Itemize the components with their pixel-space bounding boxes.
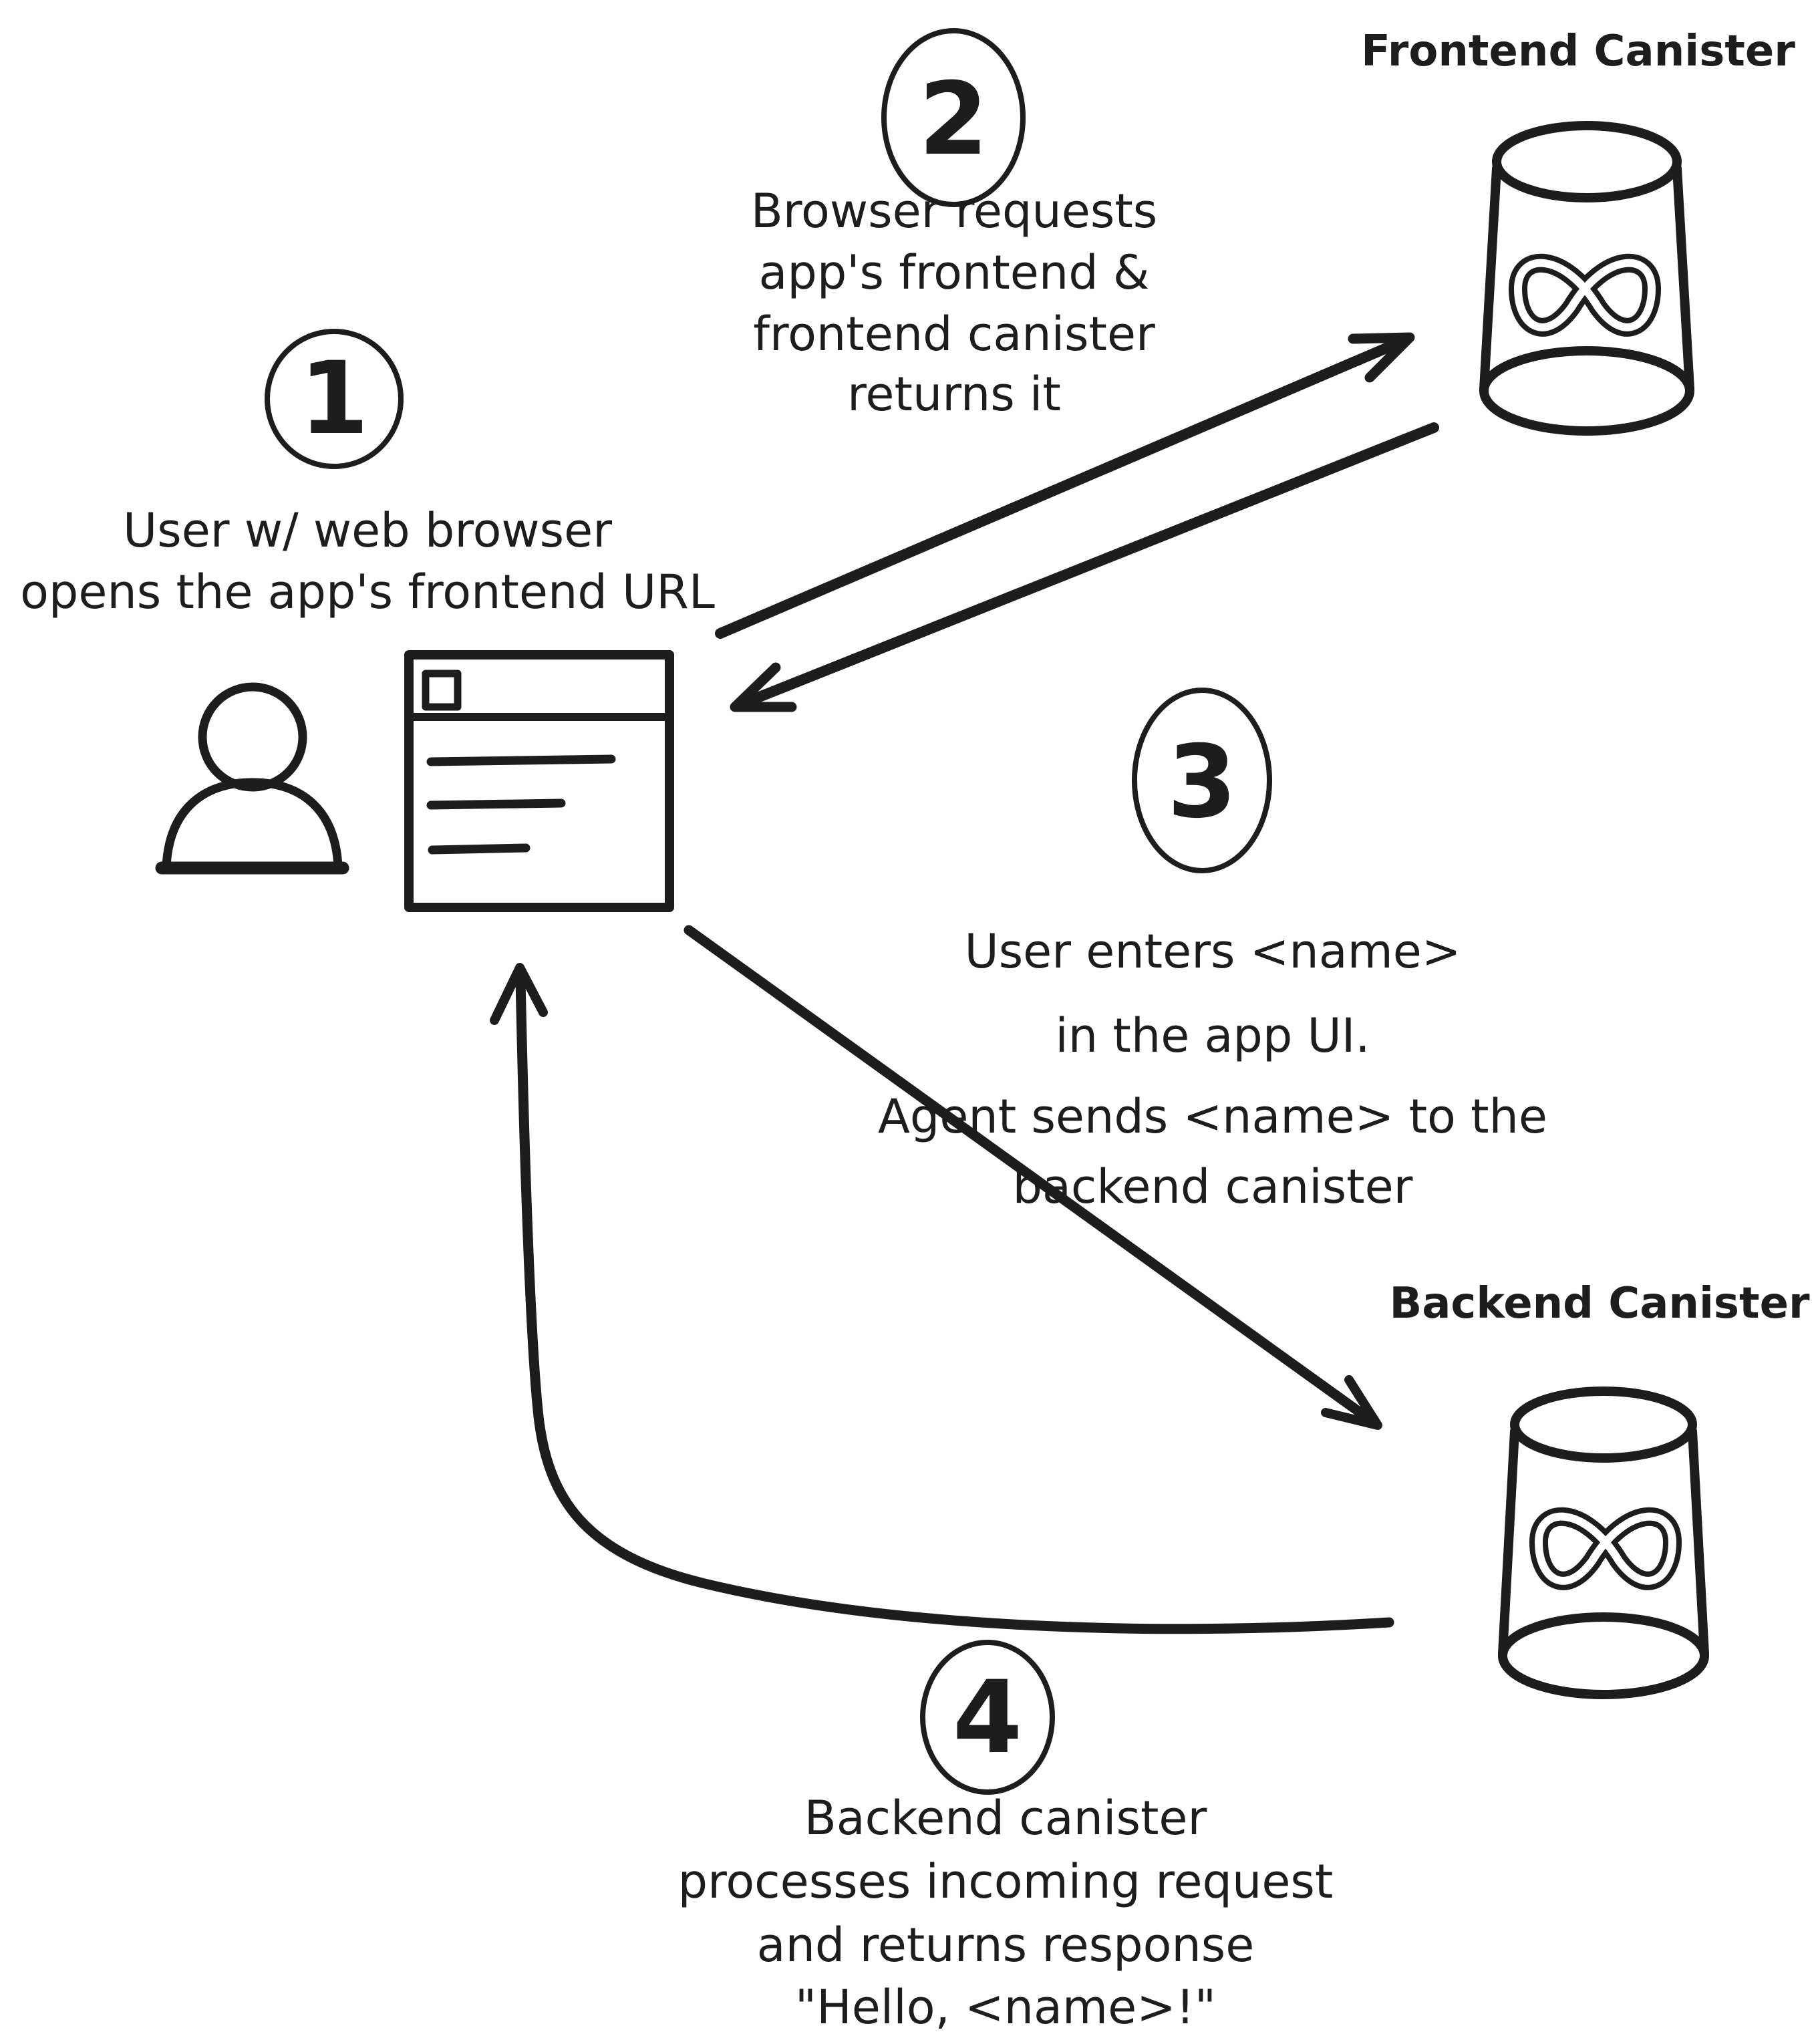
step-2-line: returns it xyxy=(847,367,1061,422)
browser-content-line xyxy=(431,759,611,762)
step-2-line: frontend canister xyxy=(753,307,1155,361)
step-4-line: and returns response xyxy=(756,1918,1255,1973)
step-3-caption xyxy=(878,924,1547,1214)
browser-window-icon xyxy=(409,655,669,907)
browser-content-line xyxy=(432,848,526,850)
infinity-icon xyxy=(1539,1517,1672,1581)
step-1-line: opens the app's frontend URL xyxy=(20,565,715,619)
backend-canister-node xyxy=(1389,1279,1810,1695)
step-1-badge xyxy=(267,331,401,466)
backend-to-browser-response-arrow xyxy=(494,968,1389,1629)
step-1-line: User w/ web browser xyxy=(123,503,612,558)
frontend-canister-label: Frontend Canister xyxy=(1361,27,1795,76)
step-4-line: Backend canister xyxy=(804,1791,1207,1846)
step-2-line: Browser requests xyxy=(750,184,1158,239)
canister-infinity-icon xyxy=(1503,1391,1704,1695)
step-2-number: 2 xyxy=(918,61,989,178)
infinity-icon xyxy=(1518,263,1652,327)
step-1-caption xyxy=(20,503,715,619)
person-icon xyxy=(162,687,343,868)
step-4-badge xyxy=(923,1642,1052,1792)
step-3-line: backend canister xyxy=(1012,1159,1413,1214)
frontend-to-browser-response-arrow xyxy=(735,428,1434,707)
step-1-number: 1 xyxy=(299,341,369,457)
browser-content-line xyxy=(431,803,561,805)
frontend-canister-node xyxy=(1361,27,1795,431)
step-3-number: 3 xyxy=(1167,724,1237,841)
step-4-line: processes incoming request xyxy=(677,1854,1334,1909)
browser-to-frontend-request-arrow xyxy=(720,337,1410,633)
canister-infinity-icon xyxy=(1484,126,1690,431)
step-3-line: Agent sends <name> to the xyxy=(878,1089,1547,1144)
step-3-badge xyxy=(1134,690,1269,871)
step-3-line: User enters <name> xyxy=(964,924,1461,979)
step-4-number: 4 xyxy=(952,1660,1023,1776)
step-4-caption xyxy=(678,1791,1334,2035)
step-4-line: "Hello, <name>!" xyxy=(794,1980,1217,2035)
step-2-line: app's frontend & xyxy=(758,245,1150,300)
step-2-badge xyxy=(884,31,1023,204)
step-2-caption xyxy=(751,184,1157,422)
backend-canister-label: Backend Canister xyxy=(1389,1279,1810,1328)
step-3-line: in the app UI. xyxy=(1055,1008,1370,1063)
